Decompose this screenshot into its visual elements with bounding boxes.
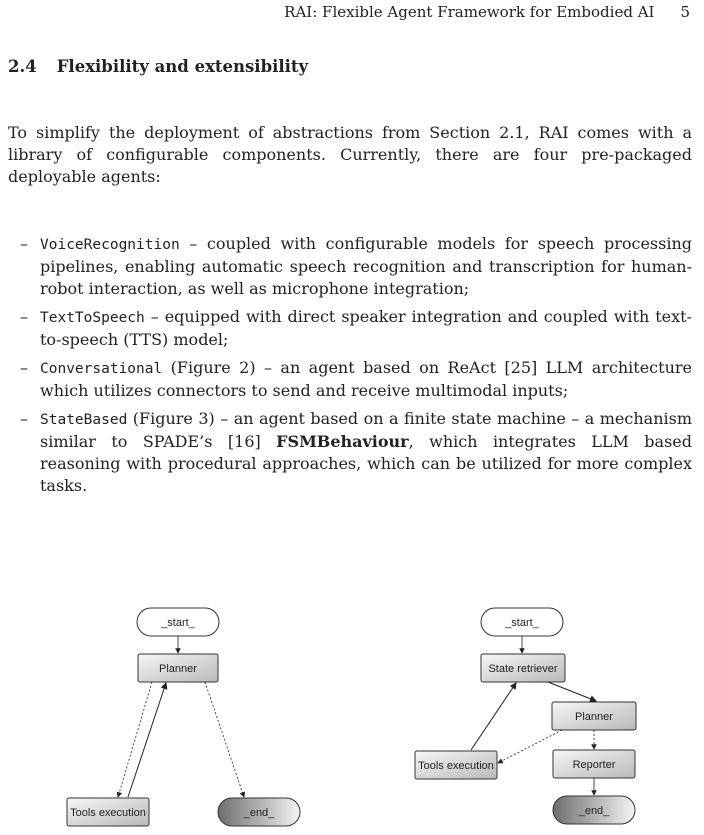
agent-description-continued: , which integrates LLM based reasoning with procedural approaches, which can be utilized for more complex tasks.: [40, 432, 692, 495]
end-node: [553, 796, 635, 824]
end-node-label: _end_: [243, 807, 275, 819]
tools-execution-node: [415, 751, 497, 779]
section-heading: [8, 57, 308, 76]
tools-execution-node: [67, 798, 149, 826]
start-node: [481, 608, 563, 636]
state-based-graph: [415, 608, 636, 824]
list-dash: –: [20, 307, 28, 326]
planner-node-label: Planner: [575, 711, 613, 723]
section-title: Flexibility and extensibility: [56, 57, 309, 76]
edge-tools-planner: [128, 683, 166, 797]
reporter-node: [553, 750, 635, 778]
agent-description: – coupled with configurable models for speech processing pipelines, enabling automatic speech recognition and transcription for human-robot interaction, as well as microphone integration;: [40, 234, 692, 298]
section-number: 2.4: [8, 57, 37, 76]
end-node-label: _end_: [578, 805, 610, 817]
agent-description: – equipped with direct speaker integration and coupled with text-to-speech (TTS) model;: [40, 307, 692, 349]
state-retriever-node-label: State retriever: [488, 663, 558, 675]
edge-tools-retriever: [471, 683, 516, 750]
page-number: 5: [680, 3, 690, 21]
start-node-label: _start_: [505, 617, 539, 629]
agent-item-state-based: [20, 408, 692, 497]
conversational-graph: [67, 608, 300, 826]
agent-item-conversational: [20, 357, 692, 402]
figures: [0, 590, 704, 835]
edge-planner-end: [205, 682, 244, 797]
agent-item-text-to-speech: [20, 306, 692, 351]
tools-execution-node-label: Tools execution: [70, 807, 146, 819]
agent-item-voice-recognition: [20, 233, 692, 300]
intro-paragraph: To simplify the deployment of abstractions from Section 2.1, RAI comes with a library of configurable components. Currently, there are four pre-packaged deployable agents:: [8, 123, 692, 186]
agent-list: [20, 233, 692, 503]
list-dash: –: [20, 234, 28, 253]
agent-name: Conversational: [40, 361, 163, 377]
list-dash: –: [20, 358, 28, 377]
reporter-node-label: Reporter: [572, 759, 616, 771]
agent-name: TextToSpeech: [40, 310, 145, 326]
running-header: [284, 3, 690, 21]
agent-name: VoiceRecognition: [40, 237, 180, 253]
running-title: RAI: Flexible Agent Framework for Embodied AI: [284, 3, 655, 21]
agent-description: (Figure 3) – an agent based on a finite state machine – a mechanism similar to SPADE’s [16]: [40, 409, 692, 451]
state-retriever-node: [481, 654, 565, 682]
list-dash: –: [20, 409, 28, 428]
planner-node: [552, 702, 636, 730]
start-node: [137, 608, 219, 636]
edge-planner-tools: [498, 730, 562, 763]
start-node-label: _start_: [161, 617, 195, 629]
agent-name: StateBased: [40, 412, 128, 428]
agent-description: (Figure 2) – an agent based on ReAct [25] LLM architecture which utilizes connectors to send and receive multimodal inputs;: [40, 358, 692, 400]
planner-node: [138, 654, 218, 682]
fsm-behaviour-term: FSMBehaviour: [276, 432, 409, 451]
tools-execution-node-label: Tools execution: [418, 760, 494, 772]
edge-retriever-planner: [548, 682, 596, 701]
end-node: [218, 798, 300, 826]
planner-node-label: Planner: [159, 663, 197, 675]
